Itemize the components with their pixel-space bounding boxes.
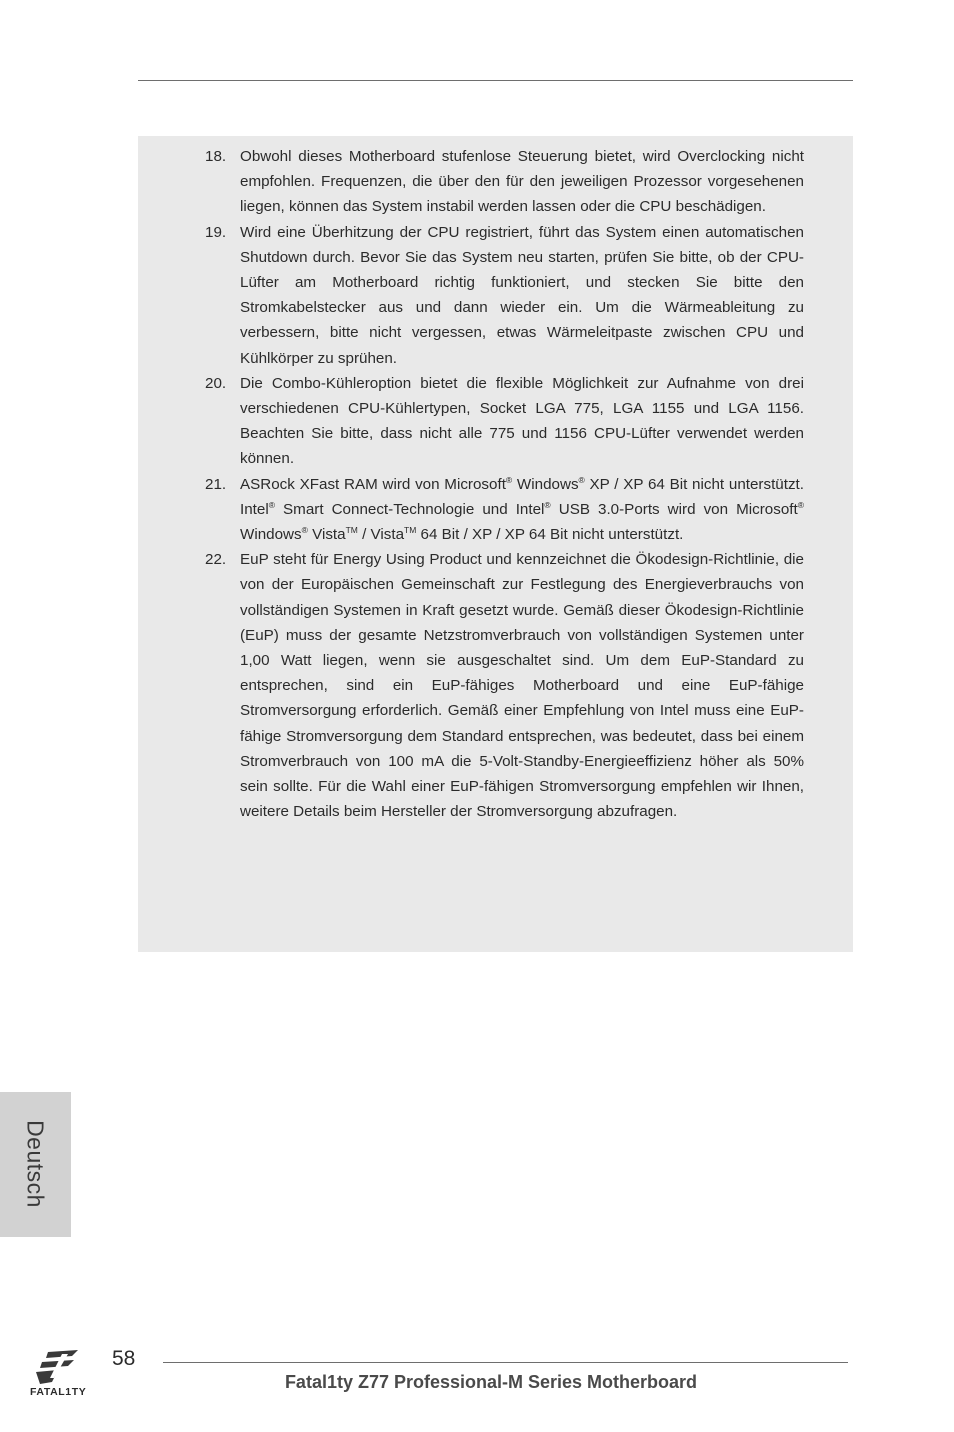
note-text-segment: Wird eine Überhitzung der CPU registriert, führt das System einen automatischen Shutdown durch. Bevor Sie das System neu starten, prüfen Sie bitte, ob der CPU-Lüfter am Motherboard richtig funktioniert, und stecken Sie bitte den Stromkabelstecker aus und dann wieder ein. Um die Wärmeableitung zu verbessern, bitte nicht vergessen, etwas Wärmeleitpaste zwischen CPU und Kühlkörper zu sprühen. bbox=[240, 223, 809, 367]
note-number: 19. bbox=[205, 223, 227, 241]
note-item bbox=[200, 371, 809, 472]
fatal1ty-logo bbox=[28, 1348, 104, 1402]
language-tab-label: Deutsch bbox=[22, 1120, 49, 1208]
note-number: 21. bbox=[205, 475, 227, 493]
note-superscript: ® bbox=[578, 474, 585, 485]
note-superscript: TM bbox=[345, 524, 358, 535]
note-item bbox=[200, 220, 809, 371]
note-text bbox=[240, 375, 808, 468]
note-text-segment: 64 Bit / XP / XP 64 Bit nicht unterstützt. bbox=[416, 526, 684, 544]
logo-wordmark: FATAL1TY bbox=[30, 1386, 87, 1398]
note-item bbox=[200, 144, 809, 220]
note-number: 18. bbox=[205, 148, 227, 165]
note-text-segment: Vista bbox=[307, 526, 346, 544]
note-text bbox=[240, 476, 808, 543]
note-text-segment: Die Combo-Kühleroption bietet die flexible Möglichkeit zur Aufnahme von drei verschiedenen CPU-Kühlertypen, Socket LGA 775, LGA 1155 und LGA 1156. Beachten Sie bitte, dass nicht alle 775 und 1156 CPU-Lüfter verwendet werden können. bbox=[240, 374, 809, 468]
note-text-segment: Obwohl dieses Motherboard stufenlose Steuerung bietet, wird Overclocking nicht empfohlen. Frequenzen, die über den für den jeweiligen Prozessor vorgesehenen liegen, können das System instabil werden lassen oder die CPU beschädigen. bbox=[240, 148, 809, 216]
note-superscript: TM bbox=[404, 524, 417, 535]
note-text-segment: Smart Connect-Technologie und Intel bbox=[274, 500, 545, 518]
footer-rule bbox=[163, 1362, 848, 1363]
note-text-segment: Windows bbox=[512, 475, 579, 493]
note-number: 20. bbox=[205, 374, 227, 392]
note-item bbox=[200, 472, 809, 548]
note-text-segment: XP / XP 64 Bit nicht unterstützt. Intel bbox=[240, 475, 809, 518]
note-superscript: ® bbox=[797, 499, 804, 510]
note-text-segment: Windows bbox=[240, 500, 809, 544]
header-rule bbox=[138, 80, 853, 81]
note-text bbox=[240, 148, 808, 215]
footer-title: Fatal1ty Z77 Professional-M Series Motherboard bbox=[284, 1372, 698, 1392]
note-superscript: ® bbox=[301, 524, 308, 535]
page-number: 58 bbox=[112, 1347, 136, 1370]
note-superscript: ® bbox=[544, 499, 551, 510]
note-text bbox=[240, 551, 808, 820]
note-text bbox=[240, 224, 808, 367]
language-tab[interactable] bbox=[0, 1092, 71, 1237]
note-text-segment: / Vista bbox=[357, 526, 405, 544]
notes-list bbox=[200, 144, 809, 824]
note-superscript: ® bbox=[505, 474, 513, 485]
note-number: 22. bbox=[205, 551, 227, 569]
fatal1ty-emblem-icon bbox=[28, 1348, 104, 1388]
note-text-segment: ASRock XFast RAM wird von Microsoft bbox=[240, 475, 506, 493]
note-superscript: ® bbox=[268, 499, 275, 510]
note-item bbox=[200, 547, 809, 824]
note-text-segment: USB 3.0-Ports wird von Microsoft bbox=[550, 500, 798, 518]
note-text-segment: EuP steht für Energy Using Product und kennzeichnet die Ökodesign-Richtlinie, die von der Europäischen Gemeinschaft zur Festlegung des Energieverbrauchs von vollständigen Systemen in Kraft gesetzt wurde. Gemäß dieser Ökodesign-Richtlinie (EuP) muss der gesamte Netzstromverbrauch von vollständigen Systemen unter 1,00 Watt liegen, wenn sie ausgeschaltet sind. Um dem EuP-Standard zu entsprechen, sind ein EuP-fähiges Motherboard und eine EuP-fähige Stromversorgung erforderlich. Gemäß einer Empfehlung von Intel muss eine EuP-fähige Stromversorgung dem Standard entsprechen, was bedeutet, dass bei einem Stromverbrauch von 100 mA die 5-Volt-Standby-Energieeffizienz höher als 50% sein sollte. Für die Wahl einer EuP-fähigen Stromversorgung empfehlen wir Ihnen, weitere Details beim Hersteller der Stromversorgung abzufragen. bbox=[240, 551, 809, 821]
